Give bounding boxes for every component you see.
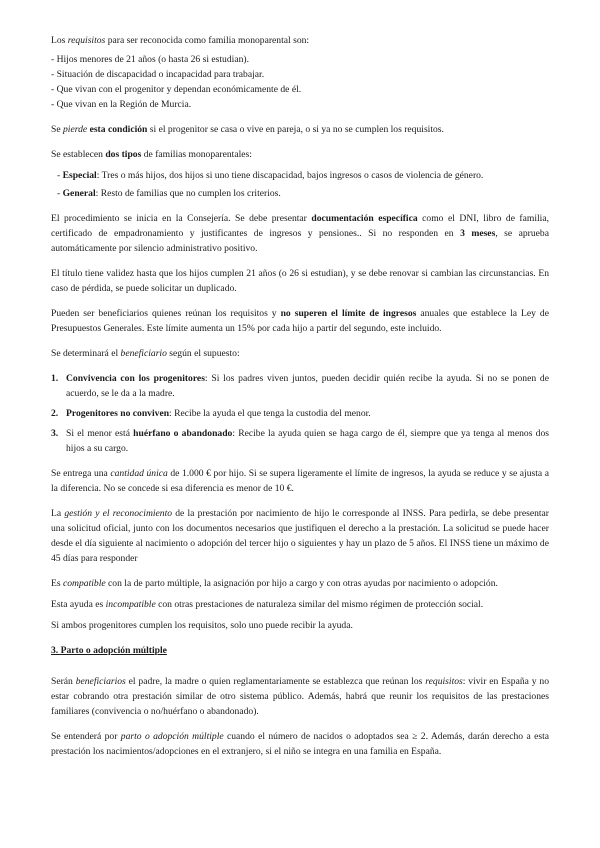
determination-intro: Se determinará el beneficiario según el supuesto: xyxy=(51,348,240,359)
multiple-definition-paragraph: Se entenderá por parto o adopción múltiple cuando el número de nacidos o adoptados sea ≥ 2. Además, darán derecho a esta prestación los nacimientos/adopciones en el extranjero, si el niño se integra en una familia en España. xyxy=(51,731,549,757)
document-page xyxy=(51,33,549,769)
multiple-beneficiaries-paragraph: Serán beneficiarios el padre, la madre o quien reglamentariamente se establezca que reúnan los requisitos: vivir en España y no estar cobrando otra prestación similar de otro sistema público. Además, habrá que reunir los requisitos de las prestaciones familiares (convivencia o no/huérfano o abandonado). xyxy=(51,676,549,717)
list-item: 3. Si el menor está huérfano o abandonado: Recibe la ayuda quien se haga cargo de él, siempre que ya tenga al menos dos hijos a su cargo. xyxy=(51,428,549,454)
beneficiaries-paragraph: Pueden ser beneficiarios quienes reúnan los requisitos y no superen el límite de ingresos anuales que establece la Ley de Presupuestos Generales. Este límite aumenta un 15% por cada hijo a partir del segundo, este incluido. xyxy=(51,308,549,334)
payment-paragraph: Se entrega una cantidad única de 1.000 € por hijo. Si se supera ligeramente el límite de ingresos, la ayuda se reduce y se ajusta a la diferencia. No se concede si esa diferencia es menor de 10 €. xyxy=(51,468,549,494)
incompatible-paragraph: Esta ayuda es incompatible con otras prestaciones de naturaleza similar del mismo régimen de protección social. xyxy=(51,599,484,610)
list-item: - Que vivan en la Región de Murcia. xyxy=(51,99,192,110)
section-heading: 3. Parto o adopción múltiple xyxy=(51,645,167,656)
list-item: 2. Progenitores no conviven: Recibe la ayuda el que tenga la custodia del menor. xyxy=(51,408,371,419)
loss-condition-paragraph: Se pierde esta condición si el progenitor se casa o vive en pareja, o si ya no se cumplen los requisitos. xyxy=(51,124,444,135)
requirements-list xyxy=(51,52,549,112)
procedure-paragraph: El procedimiento se inicia en la Consejería. Se debe presentar documentación específica como el DNI, libro de familia, certificado de empadronamiento y justificantes de ingresos y pensiones.. Si no responden en 3 meses, se aprueba automáticamente por silencio administrativo positivo. xyxy=(51,213,550,254)
family-types-list xyxy=(57,168,549,201)
list-item: - Situación de discapacidad o incapacidad para trabajar. xyxy=(51,69,265,80)
requirements-intro: Los requisitos para ser reconocida como familia monoparental son: xyxy=(51,35,310,46)
management-paragraph: La gestión y el reconocimiento de la prestación por nacimiento de hijo le corresponde al INSS. Para pedirla, se debe presentar una solicitud oficial, junto con los documentos necesarios que justifiquen el derecho a la prestación. La solicitud se puede hacer desde el día siguiente al nacimiento o adopción del tercer hijo o siguientes y hay un plazo de 5 años. El INSS tiene un máximo de 45 días para responder xyxy=(51,508,549,564)
beneficiary-cases-list xyxy=(51,371,549,456)
list-item: 1. Convivencia con los progenitores: Si los padres viven juntos, pueden decidir quién recibe la ayuda. Si no se ponen de acuerdo, se le da a la madre. xyxy=(51,373,549,399)
validity-paragraph: El título tiene validez hasta que los hijos cumplen 21 años (o 26 si estudian), y se debe renovar si cambian las circunstancias. En caso de pérdida, se puede solicitar un duplicado. xyxy=(51,268,549,294)
list-item: - Que vivan con el progenitor y dependan económicamente de él. xyxy=(51,84,302,95)
list-item: - Especial: Tres o más hijos, dos hijos si uno tiene discapacidad, bajos ingresos o casos de violencia de género. xyxy=(57,170,484,181)
types-intro: Se establecen dos tipos de familias monoparentales: xyxy=(51,149,252,160)
compatible-paragraph: Es compatible con la de parto múltiple, la asignación por hijo a cargo y con otras ayudas por nacimiento o adopción. xyxy=(51,578,498,589)
list-item: - Hijos menores de 21 años (o hasta 26 si estudian). xyxy=(51,54,249,65)
both-parents-paragraph: Si ambos progenitores cumplen los requisitos, solo uno puede recibir la ayuda. xyxy=(51,620,353,631)
list-item: - General: Resto de familias que no cumplen los criterios. xyxy=(57,188,281,199)
